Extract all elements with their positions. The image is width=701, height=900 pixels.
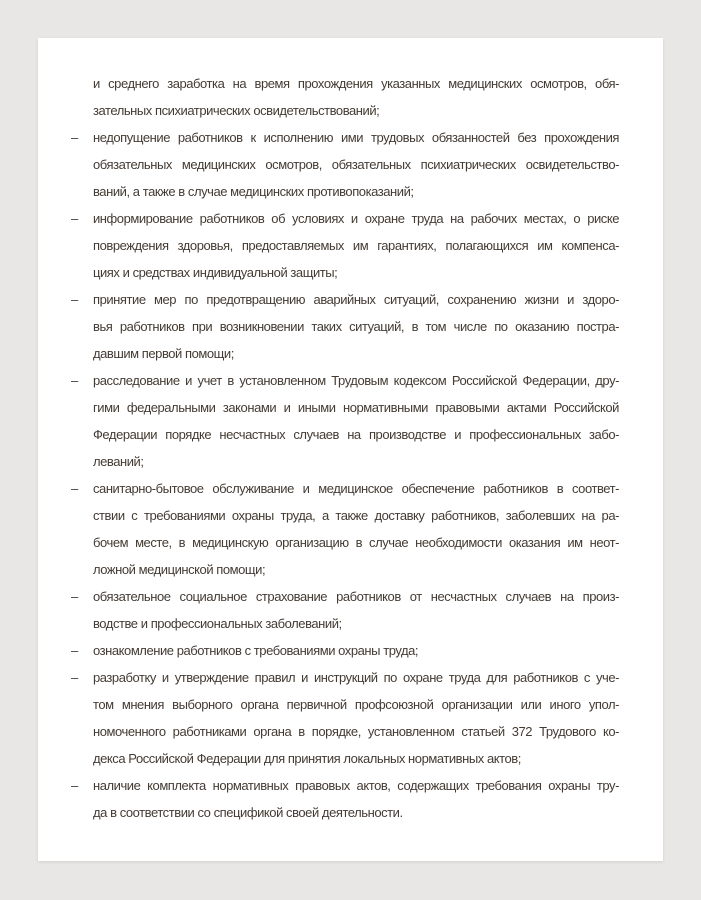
text-line: расследование и учет в установленном Трудовым кодексом Российской Федерации, дру-: [93, 373, 619, 388]
dash-bullet: –: [71, 373, 78, 388]
dash-bullet: –: [71, 130, 78, 145]
text-line: номоченного работниками органа в порядке, установленном статьей 372 Трудового ко-: [93, 724, 619, 739]
text-line: ствии с требованиями охраны труда, а также доставку работников, заболевших на ра-: [93, 508, 619, 523]
document-page: [38, 38, 663, 861]
dash-bullet: –: [71, 643, 78, 658]
text-line: водстве и профессиональных заболеваний;: [93, 616, 342, 631]
text-line: ознакомление работников с требованиями охраны труда;: [93, 643, 419, 658]
list-item: [71, 475, 619, 583]
text-line: леваний;: [93, 454, 144, 469]
text-line: том мнения выборного органа первичной профсоюзной организации или иного упол-: [93, 697, 619, 712]
text-line: информирование работников об условиях и охране труда на рабочих местах, о риске: [93, 211, 619, 226]
text-line: обязательное социальное страхование работников от несчастных случаев на произ-: [93, 589, 619, 604]
list-item: [71, 664, 619, 772]
dash-bullet: –: [71, 778, 78, 793]
dash-bullet: –: [71, 481, 78, 496]
list-item: [71, 367, 619, 475]
text-line: ваний, а также в случае медицинских противопоказаний;: [93, 184, 414, 199]
dash-bullet: –: [71, 292, 78, 307]
text-line: гими федеральными законами и иными нормативными правовыми актами Российской: [93, 400, 619, 415]
text-line: разработку и утверждение правил и инструкций по охране труда для работников с уче-: [93, 670, 619, 685]
list-item: [71, 583, 619, 637]
list-item: [93, 70, 619, 124]
dash-bullet: –: [71, 211, 78, 226]
text-line: давшим первой помощи;: [93, 346, 234, 361]
dash-bullet: –: [71, 589, 78, 604]
text-line: обязательных медицинских осмотров, обязательных психиатрических освидетельство-: [93, 157, 619, 172]
list-item: [71, 205, 619, 286]
dash-bullet: –: [71, 670, 78, 685]
text-line: повреждения здоровья, предоставляемых им гарантиях, полагающихся им компенса-: [93, 238, 619, 253]
bullet-list: [71, 70, 619, 826]
text-line: недопущение работников к исполнению ими трудовых обязанностей без прохождения: [93, 130, 619, 145]
text-line: ложной медицинской помощи;: [93, 562, 266, 577]
text-line: да в соответствии со спецификой своей деятельности.: [93, 805, 403, 820]
text-line: декса Российской Федерации для принятия локальных нормативных актов;: [93, 751, 521, 766]
text-line: бочем месте, в медицинскую организацию в случае необходимости оказания им неот-: [93, 535, 619, 550]
list-item: [71, 286, 619, 367]
text-line: санитарно-бытовое обслуживание и медицинское обеспечение работников в соответ-: [93, 481, 619, 496]
text-line: принятие мер по предотвращению аварийных ситуаций, сохранению жизни и здоро-: [93, 292, 619, 307]
text-line: вья работников при возникновении таких ситуаций, в том числе по оказанию постра-: [93, 319, 619, 334]
text-line: циях и средствах индивидуальной защиты;: [93, 265, 338, 280]
text-line: наличие комплекта нормативных правовых актов, содержащих требования охраны тру-: [93, 778, 619, 793]
list-item: [71, 637, 619, 664]
list-item: [71, 772, 619, 826]
text-line: зательных психиатрических освидетельствований;: [93, 103, 380, 118]
text-line: Федерации порядке несчастных случаев на производстве и профессиональных забо-: [93, 427, 619, 442]
list-item: [71, 124, 619, 205]
text-line: и среднего заработка на время прохождения указанных медицинских осмотров, обя-: [93, 76, 619, 91]
